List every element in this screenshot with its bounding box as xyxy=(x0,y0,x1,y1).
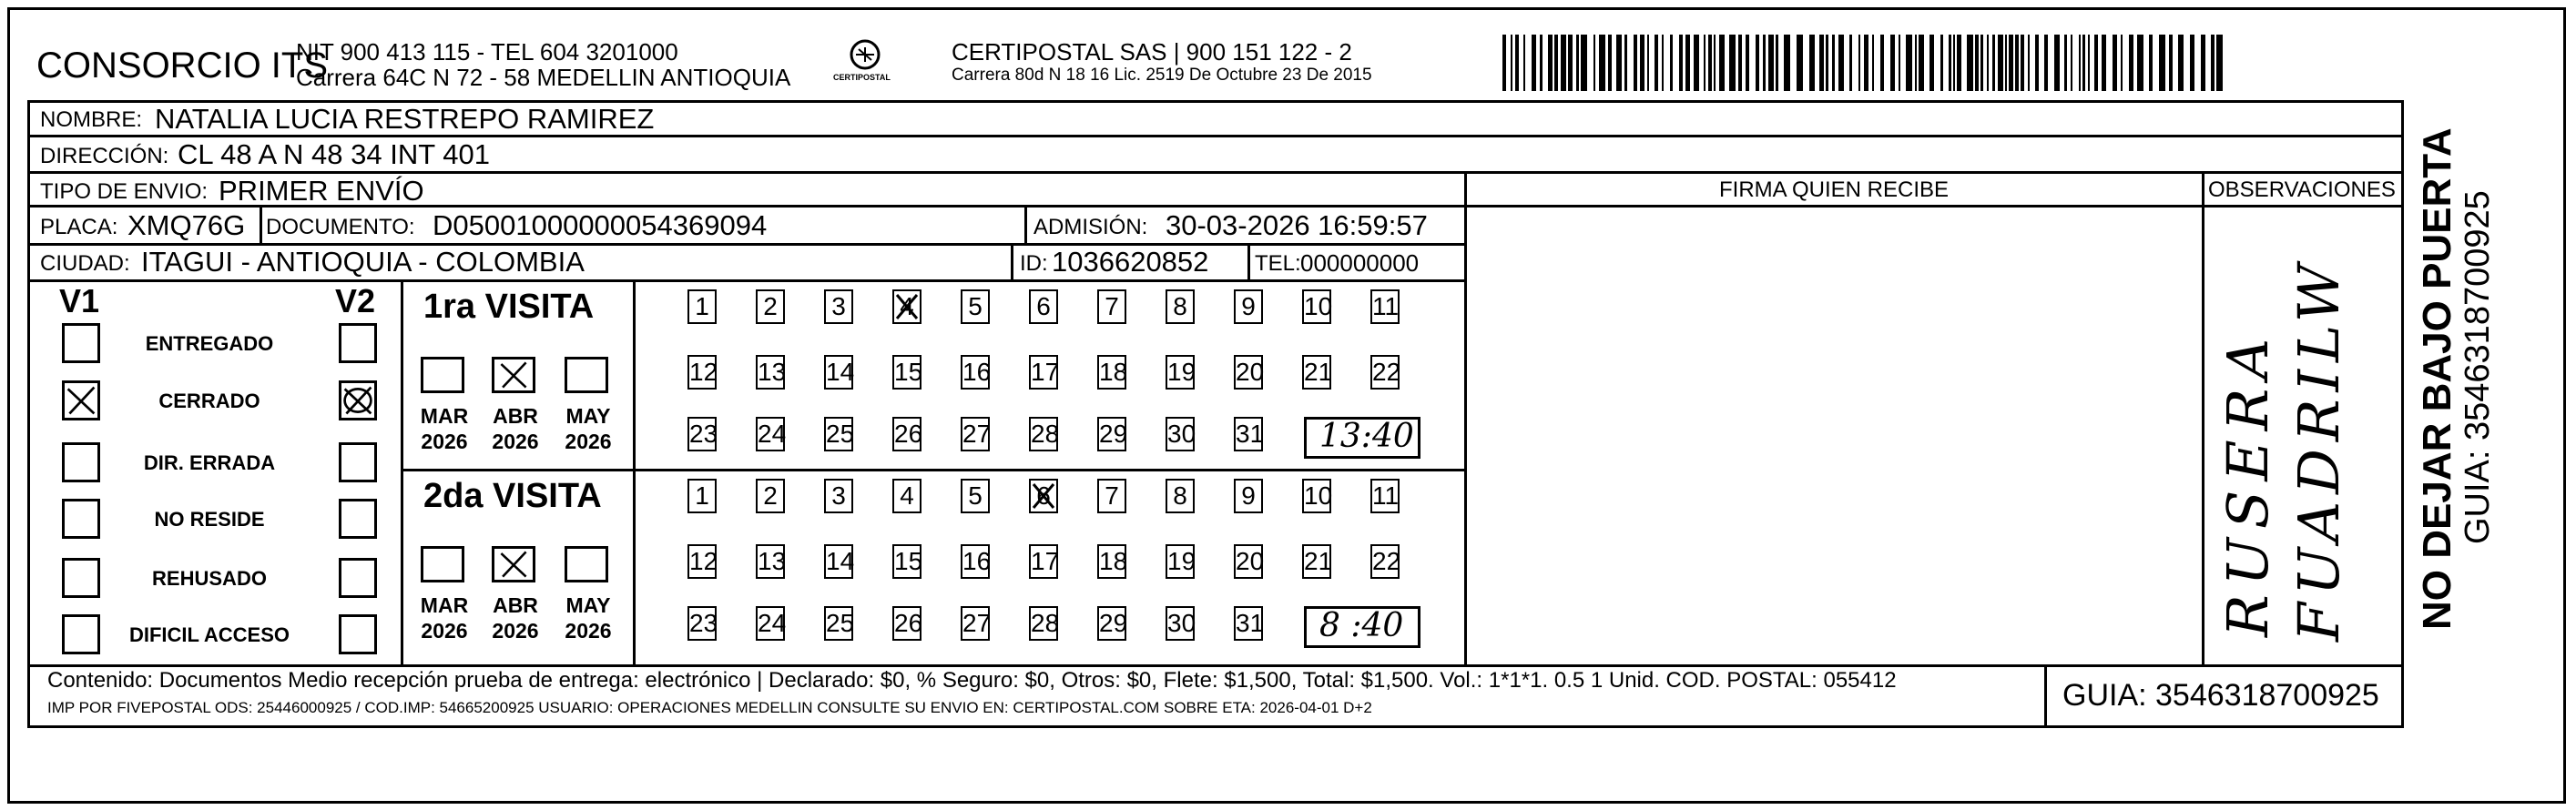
day-cell[interactable]: 10 xyxy=(1302,479,1331,513)
month-checkbox[interactable] xyxy=(421,546,464,582)
barcode-bar xyxy=(1953,35,1955,91)
day-cell[interactable]: 27 xyxy=(961,417,990,451)
barcode-bar xyxy=(1561,35,1566,91)
status-label: ENTREGADO xyxy=(145,332,274,355)
barcode-bar xyxy=(2071,35,2072,91)
barcode-bar xyxy=(1967,35,1973,91)
day-cell[interactable]: 20 xyxy=(1234,355,1263,390)
logo-text: CERTIPOSTAL xyxy=(833,73,891,82)
barcode-bar xyxy=(2082,35,2085,91)
firma-header: FIRMA QUIEN RECIBE xyxy=(1719,177,1950,202)
status-label: NO RESIDE xyxy=(154,508,265,531)
barcode-bar xyxy=(2005,35,2007,91)
barcode-bar xyxy=(1624,35,1627,91)
v1-checkbox[interactable] xyxy=(62,614,100,654)
id-label: ID: xyxy=(1020,251,1048,276)
day-cell[interactable]: 3 xyxy=(824,289,853,324)
barcode-bar xyxy=(2064,35,2067,91)
year-label: 2026 xyxy=(492,619,539,643)
barcode-bar xyxy=(1502,35,1506,91)
handwritten-observation-2: FUADRILW xyxy=(2286,257,2352,642)
day-cell[interactable]: 21 xyxy=(1302,355,1331,390)
v1-checkbox[interactable] xyxy=(62,323,100,363)
barcode-bar xyxy=(2113,35,2117,91)
barcode-bar xyxy=(1992,35,1995,91)
barcode-bar xyxy=(1568,35,1573,91)
day-cell[interactable]: 2 xyxy=(756,479,785,513)
v2-checkbox[interactable] xyxy=(339,614,377,654)
day-cell[interactable]: 29 xyxy=(1097,417,1126,451)
day-cell[interactable]: 7 xyxy=(1097,289,1126,324)
barcode-bar xyxy=(1949,35,1951,91)
col-sep-days xyxy=(633,279,636,664)
barcode-bar xyxy=(2211,35,2215,91)
day-cell[interactable]: 18 xyxy=(1097,355,1126,390)
day-cell[interactable]: 3 xyxy=(824,479,853,513)
day-cell[interactable]: 1 xyxy=(687,479,717,513)
day-cell[interactable]: 18 xyxy=(1097,544,1126,579)
v1-checkbox[interactable] xyxy=(62,558,100,598)
v2-checkbox[interactable] xyxy=(339,558,377,598)
barcode-bar xyxy=(1929,35,1934,91)
month-label: MAY xyxy=(565,404,611,428)
month-checkbox[interactable] xyxy=(565,357,608,393)
day-cell[interactable]: 27 xyxy=(961,606,990,641)
col-sep-admision xyxy=(1024,205,1027,243)
side-guia: GUIA: 3546318700925 xyxy=(2459,190,2497,544)
barcode-bar xyxy=(1554,35,1558,91)
barcode-bar xyxy=(1548,35,1553,91)
col-sep-firma xyxy=(1464,171,1467,664)
day-cell[interactable]: 30 xyxy=(1166,417,1195,451)
barcode-bar xyxy=(1940,35,1943,91)
row-sep xyxy=(27,279,1466,282)
v1-checkbox[interactable] xyxy=(62,380,100,420)
barcode-bar xyxy=(1515,35,1519,91)
barcode-bar xyxy=(2137,35,2143,91)
day-cell[interactable]: 9 xyxy=(1234,289,1263,324)
barcode-bar xyxy=(1511,35,1512,91)
barcode-bar xyxy=(1899,35,1900,91)
company-name: CONSORCIO ITS xyxy=(36,46,329,86)
direccion-value: CL 48 A N 48 34 INT 401 xyxy=(178,138,490,170)
year-label: 2026 xyxy=(421,619,468,643)
year-label: 2026 xyxy=(565,430,612,453)
barcode-bar xyxy=(2009,35,2013,91)
day-cell[interactable]: 31 xyxy=(1234,417,1263,451)
admision-label: ADMISIÓN: xyxy=(1033,215,1148,239)
month-checkbox[interactable] xyxy=(421,357,464,393)
footer-line2: IMP POR FIVEPOSTAL ODS: 25446000925 / COD.IMP: 54665200925 USUARIO: OPERACIONES MEDELLIN CONSULTE SU ENVIO EN: CERTIPOSTAL.COM SOBRE ETA: 2026-04-01 D+2 xyxy=(47,699,1372,716)
day-cell[interactable]: 10 xyxy=(1302,289,1331,324)
v2-checkbox[interactable] xyxy=(339,499,377,539)
documento-value: D05001000000054369094 xyxy=(433,209,768,241)
day-cell[interactable]: 6 xyxy=(1029,289,1058,324)
company-address: Carrera 64C N 72 - 58 MEDELLIN ANTIOQUIA xyxy=(296,64,791,91)
barcode-bar xyxy=(1849,35,1852,91)
barcode-bar xyxy=(1746,35,1749,91)
day-cell[interactable]: 25 xyxy=(824,606,853,641)
handwritten-observation-1: RUSERA xyxy=(2215,329,2281,637)
barcode-bar xyxy=(2094,35,2098,91)
check-mark-icon xyxy=(341,383,374,418)
col-sep-tel xyxy=(1247,243,1250,279)
check-mark-icon xyxy=(494,359,533,390)
barcode-bar xyxy=(1729,35,1736,91)
day-cell[interactable]: 23 xyxy=(687,417,717,451)
visit-title: 2da VISITA xyxy=(423,477,602,515)
barcode-bar xyxy=(1540,35,1543,91)
v1-label: V1 xyxy=(59,282,100,319)
barcode-bar xyxy=(1768,35,1774,91)
day-cell[interactable]: 8 xyxy=(1166,289,1195,324)
barcode-bar xyxy=(2102,35,2106,91)
day-cell[interactable]: 26 xyxy=(892,417,921,451)
barcode-bar xyxy=(2079,35,2081,91)
barcode-bar xyxy=(1640,35,1644,91)
day-cell[interactable]: 28 xyxy=(1029,606,1058,641)
barcode-bar xyxy=(2021,35,2024,91)
barcode-bar xyxy=(1975,35,1979,91)
day-cell[interactable]: 5 xyxy=(961,289,990,324)
month-checkbox[interactable] xyxy=(565,546,608,582)
barcode-bar xyxy=(1756,35,1759,91)
status-label: CERRADO xyxy=(158,390,260,412)
barcode-bar xyxy=(2159,35,2165,91)
day-cell[interactable]: 17 xyxy=(1029,544,1058,579)
day-cell[interactable]: 20 xyxy=(1234,544,1263,579)
day-cell[interactable]: 11 xyxy=(1370,479,1400,513)
month-label: MAR xyxy=(420,404,469,428)
day-cell[interactable]: 1 xyxy=(687,289,717,324)
observaciones-header: OBSERVACIONES xyxy=(2208,177,2396,202)
day-cell[interactable]: 26 xyxy=(892,606,921,641)
barcode-bar xyxy=(1957,35,1961,91)
v1-checkbox[interactable] xyxy=(62,499,100,539)
day-cell[interactable]: 13 xyxy=(756,355,785,390)
barcode-bar xyxy=(2088,35,2090,91)
day-cell[interactable]: 24 xyxy=(756,417,785,451)
footer-guia-sep xyxy=(2044,664,2047,728)
v1-checkbox[interactable] xyxy=(62,442,100,482)
year-label: 2026 xyxy=(492,430,539,453)
day-cell[interactable]: 7 xyxy=(1097,479,1126,513)
barcode-bar xyxy=(2129,35,2133,91)
barcode-bar xyxy=(1581,35,1587,91)
day-cell[interactable]: 22 xyxy=(1370,544,1400,579)
tel-label: TEL: xyxy=(1255,251,1301,276)
day-cell[interactable]: 25 xyxy=(824,417,853,451)
barcode-bar xyxy=(1763,35,1766,91)
barcode-bar xyxy=(1634,35,1637,91)
status-label: REHUSADO xyxy=(152,567,267,590)
visit-sep xyxy=(401,469,1464,471)
barcode-bar xyxy=(2169,35,2173,91)
visit-time: 8 :40 xyxy=(1319,607,1404,644)
id-value: 1036620852 xyxy=(1052,246,1209,278)
day-cell[interactable]: 13 xyxy=(756,544,785,579)
row-sep xyxy=(27,664,2404,667)
admision-value: 30-03-2026 16:59:57 xyxy=(1166,209,1428,241)
barcode-bar xyxy=(1679,35,1683,91)
check-mark-icon xyxy=(65,383,97,418)
col-sep-obs xyxy=(2202,171,2204,664)
row-sep xyxy=(27,171,2404,174)
direccion-label: DIRECCIÓN: xyxy=(40,144,169,168)
barcode-bar xyxy=(2028,35,2030,91)
nombre-label: NOMBRE: xyxy=(40,107,143,132)
barcode-bar xyxy=(1987,35,1989,91)
barcode-bar xyxy=(1576,35,1579,91)
barcode-bar xyxy=(1809,35,1815,91)
day-cell[interactable]: 12 xyxy=(687,355,717,390)
footer-line1: Contenido: Documentos Medio recepción prueba de entrega: electrónico | Declarado: $0, % Seguro: $0, Otros: $0, Flete: $1,500, Total: $1,500. Vol.: 1*1*1. 0.5 1 Unid. COD. POSTAL: 055412 xyxy=(47,668,1897,693)
barcode-bar xyxy=(1906,35,1912,91)
barcode-bar xyxy=(2149,35,2153,91)
day-cell[interactable]: 8 xyxy=(1166,479,1195,513)
day-cell[interactable]: 5 xyxy=(961,479,990,513)
documento-label: DOCUMENTO: xyxy=(266,215,415,239)
visit-time-box[interactable] xyxy=(1304,606,1420,648)
barcode-bar xyxy=(2035,35,2039,91)
day-cell[interactable]: 14 xyxy=(824,544,853,579)
barcode-bar xyxy=(1915,35,1917,91)
barcode-bar xyxy=(1523,35,1525,91)
barcode-bar xyxy=(1532,35,1536,91)
barcode-bar xyxy=(1980,35,1983,91)
barcode-bar xyxy=(1714,35,1716,91)
tipo-label: TIPO DE ENVIO: xyxy=(40,179,209,204)
nombre-value: NATALIA LUCIA RESTREPO RAMIREZ xyxy=(155,103,655,135)
day-cell[interactable]: 22 xyxy=(1370,355,1400,390)
barcode-bar xyxy=(1647,35,1649,91)
day-cell[interactable]: 6 xyxy=(1029,479,1058,513)
day-cell[interactable]: 19 xyxy=(1166,544,1195,579)
day-cell[interactable]: 4 xyxy=(892,289,921,324)
nit-line: NIT 900 413 115 - TEL 604 3201000 xyxy=(296,38,678,66)
barcode-bar xyxy=(1797,35,1803,91)
day-cell[interactable]: 2 xyxy=(756,289,785,324)
barcode-bar xyxy=(1919,35,1924,91)
barcode-bar xyxy=(1880,35,1884,91)
day-cell[interactable]: 24 xyxy=(756,606,785,641)
v2-checkbox[interactable] xyxy=(339,380,377,420)
visit-time: 13:40 xyxy=(1319,418,1414,455)
barcode-bar xyxy=(1719,35,1725,91)
day-cell[interactable]: 16 xyxy=(961,544,990,579)
month-checkbox[interactable] xyxy=(492,357,535,393)
day-cell[interactable]: 31 xyxy=(1234,606,1263,641)
barcode-bar xyxy=(2190,35,2194,91)
barcode-bar xyxy=(2216,35,2223,91)
barcode-bar xyxy=(1708,35,1712,91)
year-label: 2026 xyxy=(565,619,612,643)
barcode-bar xyxy=(1776,35,1778,91)
col-sep-status xyxy=(401,279,403,664)
barcode-bar xyxy=(1872,35,1874,91)
month-checkbox[interactable] xyxy=(492,546,535,582)
col-sep-placa xyxy=(260,205,262,243)
certipostal-line2: Carrera 80d N 18 16 Lic. 2519 De Octubre 23 De 2015 xyxy=(952,66,1372,85)
placa-label: PLACA: xyxy=(40,215,118,239)
v2-label: V2 xyxy=(335,282,376,319)
barcode-bar xyxy=(1655,35,1658,91)
barcode-bar xyxy=(1608,35,1612,91)
status-label: DIFICIL ACCESO xyxy=(128,623,290,646)
day-cell[interactable]: 16 xyxy=(961,355,990,390)
barcode-bar xyxy=(1858,35,1860,91)
barcode-bar xyxy=(1832,35,1835,91)
day-cell[interactable]: 9 xyxy=(1234,479,1263,513)
day-cell[interactable]: 12 xyxy=(687,544,717,579)
barcode-bar xyxy=(2121,35,2123,91)
day-cell[interactable]: 23 xyxy=(687,606,717,641)
year-label: 2026 xyxy=(421,430,468,453)
barcode-bar xyxy=(2044,35,2048,91)
barcode-bar xyxy=(1784,35,1790,91)
barcode-bar xyxy=(1864,35,1868,91)
certipostal-line1: CERTIPOSTAL SAS | 900 151 122 - 2 xyxy=(952,38,1352,66)
month-label: MAY xyxy=(565,593,611,617)
day-cell[interactable]: 29 xyxy=(1097,606,1126,641)
side-note: NO DEJAR BAJO PUERTA xyxy=(2415,127,2459,630)
barcode-bar xyxy=(1593,35,1595,91)
placa-value: XMQ76G xyxy=(127,209,246,241)
v2-checkbox[interactable] xyxy=(339,442,377,482)
day-cell[interactable]: 28 xyxy=(1029,417,1058,451)
barcode-bar xyxy=(2054,35,2060,91)
ciudad-label: CIUDAD: xyxy=(40,251,130,276)
barcode xyxy=(1502,35,2226,91)
barcode-bar xyxy=(2178,35,2184,91)
day-cell[interactable]: 15 xyxy=(892,544,921,579)
barcode-bar xyxy=(1694,35,1699,91)
barcode-bar xyxy=(1819,35,1824,91)
barcode-bar xyxy=(1738,35,1742,91)
barcode-bar xyxy=(1616,35,1622,91)
day-cell[interactable]: 19 xyxy=(1166,355,1195,390)
barcode-bar xyxy=(1838,35,1844,91)
day-cell[interactable]: 4 xyxy=(892,479,921,513)
barcode-bar xyxy=(1670,35,1673,91)
v2-checkbox[interactable] xyxy=(339,323,377,363)
tipo-value: PRIMER ENVÍO xyxy=(219,175,424,207)
day-cell[interactable]: 17 xyxy=(1029,355,1058,390)
barcode-bar xyxy=(1599,35,1605,91)
barcode-bar xyxy=(2015,35,2019,91)
day-cell[interactable]: 11 xyxy=(1370,289,1400,324)
day-cell[interactable]: 21 xyxy=(1302,544,1331,579)
footer-guia: GUIA: 3546318700925 xyxy=(2062,678,2379,713)
barcode-bar xyxy=(1662,35,1664,91)
barcode-bar xyxy=(1998,35,2003,91)
barcode-bar xyxy=(2201,35,2205,91)
tel-value: 000000000 xyxy=(1300,249,1420,277)
ciudad-value: ITAGUI - ANTIOQUIA - COLOMBIA xyxy=(141,246,585,278)
certipostal-logo xyxy=(833,38,897,93)
month-label: MAR xyxy=(420,593,469,617)
month-label: ABR xyxy=(493,404,538,428)
check-mark-icon xyxy=(494,549,533,580)
barcode-bar xyxy=(1704,35,1705,91)
col-sep-id xyxy=(1011,243,1013,279)
day-cell[interactable]: 30 xyxy=(1166,606,1195,641)
barcode-bar xyxy=(1890,35,1895,91)
visit-time-box[interactable] xyxy=(1304,417,1420,459)
status-label: DIR. ERRADA xyxy=(143,451,276,474)
day-cell[interactable]: 15 xyxy=(892,355,921,390)
month-label: ABR xyxy=(493,593,538,617)
visit-title: 1ra VISITA xyxy=(423,288,595,326)
barcode-bar xyxy=(1826,35,1828,91)
barcode-bar xyxy=(1685,35,1690,91)
day-cell[interactable]: 14 xyxy=(824,355,853,390)
